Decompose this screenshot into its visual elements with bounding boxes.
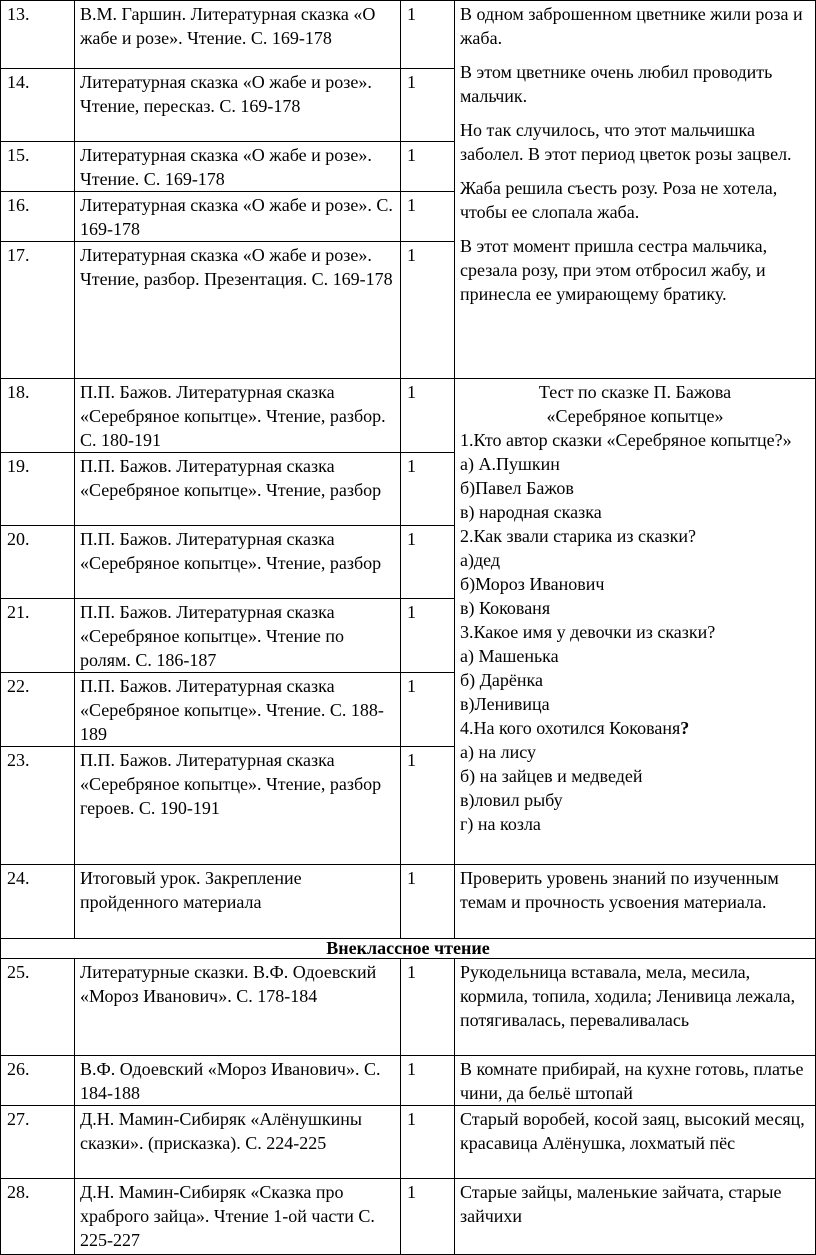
lesson-hours: 1 — [401, 747, 455, 865]
lesson-number: 28. — [1, 1179, 75, 1255]
lesson-number: 17. — [1, 242, 75, 379]
test-question-text: 4.На кого охотился Кокованя — [460, 718, 681, 738]
test-line: г) на козла — [460, 814, 541, 834]
test-title: Тест по сказке П. Бажова — [538, 382, 732, 402]
test-line: в)Ленивица — [460, 694, 550, 714]
lesson-hours: 1 — [401, 526, 455, 599]
lesson-number: 23. — [1, 747, 75, 865]
lesson-title: Д.Н. Мамин-Сибиряк «Сказка про храброго зайца». Чтение 1-ой части С. 225-227 — [75, 1179, 401, 1255]
lesson-title: П.П. Бажов. Литературная сказка «Серебряное копытце». Чтение, разбор. С. 180-191 — [75, 379, 401, 453]
table-row — [1, 1, 816, 69]
lesson-notes: Старые зайцы, маленькие зайчата, старые зайчихи — [455, 1179, 816, 1255]
test-line: в)ловил рыбу — [460, 790, 563, 810]
lesson-title: П.П. Бажов. Литературная сказка «Серебряное копытце». Чтение, разбор героев. С. 190-191 — [75, 747, 401, 865]
lesson-hours: 1 — [401, 69, 455, 142]
test-block — [455, 379, 816, 865]
lesson-number: 21. — [1, 599, 75, 673]
lesson-number: 26. — [1, 1056, 75, 1106]
test-line: а)дед — [460, 550, 501, 570]
lesson-number: 20. — [1, 526, 75, 599]
lesson-title: Литературная сказка «О жабе и розе». С. 169-178 — [75, 192, 401, 242]
lesson-number: 22. — [1, 673, 75, 747]
table-row — [1, 379, 816, 453]
lesson-notes — [455, 1, 816, 379]
lesson-number: 15. — [1, 142, 75, 192]
test-question — [460, 716, 810, 740]
test-subtitle: «Серебряное копытце» — [546, 406, 724, 426]
lesson-title: Литературная сказка «О жабе и розе». Чтение. С. 169-178 — [75, 142, 401, 192]
lesson-hours: 1 — [401, 673, 455, 747]
note-paragraph: Жаба решила съесть розу. Роза не хотела, чтобы ее слопала жаба. — [460, 178, 778, 222]
lesson-hours: 1 — [401, 142, 455, 192]
test-line: а) А.Пушкин — [460, 454, 560, 474]
lesson-hours: 1 — [401, 1, 455, 69]
table-row — [1, 1106, 816, 1179]
lesson-notes: Проверить уровень знаний по изученным темам и прочность усвоения материала. — [455, 865, 816, 939]
lesson-hours: 1 — [401, 453, 455, 526]
test-line: а) Машенька — [460, 646, 559, 666]
lesson-hours: 1 — [401, 379, 455, 453]
note-paragraph: В одном заброшенном цветнике жили роза и жаба. — [460, 4, 803, 48]
test-line: б) Дарёнка — [460, 670, 544, 690]
lesson-title: В.Ф. Одоевский «Мороз Иванович». С. 184-188 — [75, 1056, 401, 1106]
note-paragraph: Но так случилось, что этот мальчишка заболел. В этот период цветок розы зацвел. — [460, 120, 792, 164]
lesson-hours: 1 — [401, 959, 455, 1056]
lesson-number: 19. — [1, 453, 75, 526]
lesson-hours: 1 — [401, 1106, 455, 1179]
test-line: в) Кокованя — [460, 598, 551, 618]
lesson-number: 24. — [1, 865, 75, 939]
lesson-hours: 1 — [401, 192, 455, 242]
lesson-number: 14. — [1, 69, 75, 142]
lesson-hours: 1 — [401, 1179, 455, 1255]
lesson-title: П.П. Бажов. Литературная сказка «Серебряное копытце». Чтение, разбор — [75, 453, 401, 526]
lesson-title: П.П. Бажов. Литературная сказка «Серебряное копытце». Чтение по ролям. С. 186-187 — [75, 599, 401, 673]
lesson-number: 25. — [1, 959, 75, 1056]
test-line: 1.Кто автор сказки «Серебряное копытце?» — [460, 430, 792, 450]
lesson-number: 27. — [1, 1106, 75, 1179]
section-row — [1, 939, 816, 959]
lesson-hours: 1 — [401, 242, 455, 379]
lesson-hours: 1 — [401, 1056, 455, 1106]
lesson-notes: Старый воробей, косой заяц, высокий месяц, красавица Алёнушка, лохматый пёс — [455, 1106, 816, 1179]
lesson-title: В.М. Гаршин. Литературная сказка «О жабе и розе». Чтение. С. 169-178 — [75, 1, 401, 69]
lesson-hours: 1 — [401, 599, 455, 673]
test-question-mark: ? — [680, 718, 690, 738]
lesson-hours: 1 — [401, 865, 455, 939]
test-line: б) на зайцев и медведей — [460, 766, 643, 786]
lesson-title: Д.Н. Мамин-Сибиряк «Алёнушкины сказки». (присказка). С. 224-225 — [75, 1106, 401, 1179]
lesson-title: Литературная сказка «О жабе и розе». Чтение, разбор. Презентация. С. 169-178 — [75, 242, 401, 379]
test-line: б)Мороз Иванович — [460, 574, 605, 594]
table-row — [1, 1179, 816, 1255]
section-title: Внеклассное чтение — [1, 939, 816, 959]
lesson-notes: В комнате прибирай, на кухне готовь, платье чини, да бельё штопай — [455, 1056, 816, 1106]
lesson-title: П.П. Бажов. Литературная сказка «Серебряное копытце». Чтение. С. 188-189 — [75, 673, 401, 747]
table-row — [1, 1056, 816, 1106]
test-line: 2.Как звали старика из сказки? — [460, 526, 696, 546]
table-row — [1, 865, 816, 939]
test-line: в) народная сказка — [460, 502, 602, 522]
lesson-number: 18. — [1, 379, 75, 453]
lesson-title: Литературные сказки. В.Ф. Одоевский «Мороз Иванович». С. 178-184 — [75, 959, 401, 1056]
lesson-number: 16. — [1, 192, 75, 242]
lesson-title: П.П. Бажов. Литературная сказка «Серебряное копытце». Чтение, разбор — [75, 526, 401, 599]
table-row — [1, 959, 816, 1056]
note-paragraph: В этом цветнике очень любил проводить мальчик. — [460, 62, 773, 106]
lesson-title: Литературная сказка «О жабе и розе». Чтение, пересказ. С. 169-178 — [75, 69, 401, 142]
test-line: б)Павел Бажов — [460, 478, 574, 498]
lesson-title: Итоговый урок. Закрепление пройденного материала — [75, 865, 401, 939]
test-line: а) на лису — [460, 742, 536, 762]
test-line: 3.Какое имя у девочки из сказки? — [460, 622, 716, 642]
lesson-notes: Рукодельница вставала, мела, месила, кормила, топила, ходила; Ленивица лежала, потягивалась, переваливалась — [455, 959, 816, 1056]
lesson-number: 13. — [1, 1, 75, 69]
note-paragraph: В этот момент пришла сестра мальчика, срезала розу, при этом отбросил жабу, и принесла ее умирающему братику. — [460, 236, 768, 304]
